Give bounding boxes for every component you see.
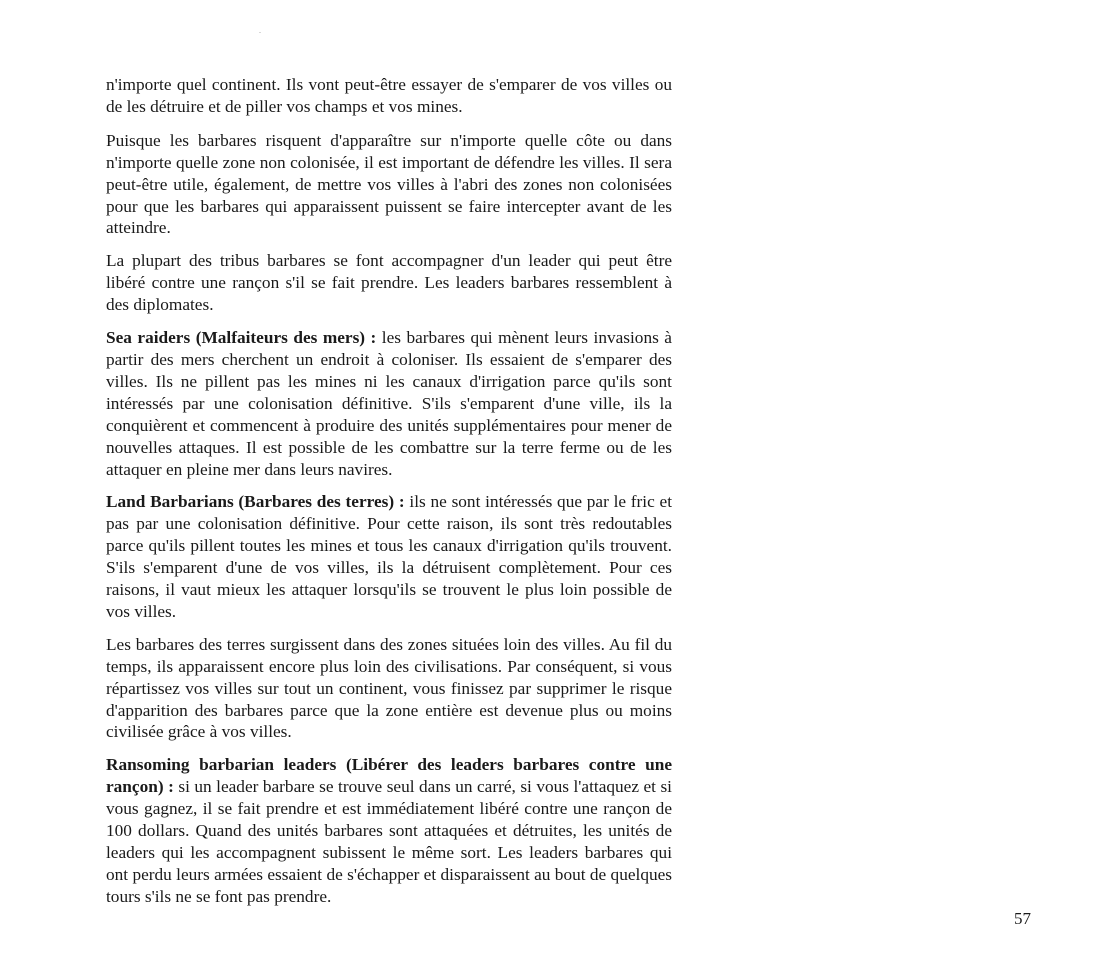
paragraph-continent <box>106 74 672 118</box>
paragraph-text: Les barbares des terres surgissent dans des zones situées loin des villes. Au fil du temps, ils apparaissent encore plus loin des civilisations. Par conséquent, si vous répartissez vos villes sur tout un continent, vous finissez par supprimer le risque d'apparition des barbares parce que la zone entière est devenue plus ou moins civilisée grâce à vos villes. <box>106 634 672 742</box>
paragraph-text: La plupart des tribus barbares se font accompagner d'un leader qui peut être libéré contre une rançon s'il se fait prendre. Les leaders barbares ressemblent à des diplomates. <box>106 251 672 315</box>
paragraph-text: n'importe quel continent. Ils vont peut-être essayer de s'emparer de vos villes ou de les détruire et de piller vos champs et vos mines. <box>106 75 672 116</box>
page-body <box>106 74 672 919</box>
page-number: 57 <box>1014 909 1031 928</box>
term-land-barbarians: Land Barbarians (Barbares des terres) : <box>106 492 405 512</box>
scan-speck <box>259 32 261 33</box>
paragraph-barbarian-leaders <box>106 250 672 316</box>
paragraph-land-barbarians <box>106 491 672 622</box>
paragraph-defend-cities <box>106 130 672 240</box>
paragraph-ransoming-leaders <box>106 754 672 907</box>
paragraph-text: les barbares qui mènent leurs invasions à partir des mers cherchent un endroit à coloniser. Ils essaient de s'emparer des villes. Ils ne pillent pas les mines ni les canaux d'irrigation parce qu'ils sont intéressés par une colonisation définitive. S'ils s'emparent d'une ville, ils la conquièrent et commencent à produire des unités supplémentaires pour mener de nouvelles attaques. Il est possible de les combattre sur la terre ferme ou de les attaquer en pleine mer dans leurs navires. <box>106 328 672 479</box>
term-sea-raiders: Sea raiders (Malfaiteurs des mers) : <box>106 328 377 348</box>
paragraph-sea-raiders <box>106 327 672 480</box>
paragraph-text: si un leader barbare se trouve seul dans un carré, si vous l'attaquez et si vous gagnez, il se fait prendre et est immédiatement libéré contre une rançon de 100 dollars. Quand des unités barbares sont attaquées et détruites, les unités de leaders qui les accompagnent subissent le même sort. Les leaders barbares qui ont perdu leurs armées essaient de s'échapper et disparaissent au bout de quelques tours s'ils ne se font pas prendre. <box>106 777 672 906</box>
paragraph-text: ils ne sont intéressés que par le fric et pas par une colonisation définitive. Pour cette raison, ils sont très redoutables parce qu'ils pillent toutes les mines et tous les canaux d'irrigation qu'ils trouvent. S'ils s'emparent d'une de vos villes, ils la détruisent complètement. Pour ces raisons, il vaut mieux les attaquer lorsqu'ils se trouvent le plus loin possible de vos villes. <box>106 492 673 621</box>
paragraph-land-barbarians-spawn <box>106 634 672 744</box>
paragraph-text: Puisque les barbares risquent d'apparaître sur n'importe quelle côte ou dans n'importe quelle zone non colonisée, il est important de défendre les villes. Il sera peut-être utile, également, de mettre vos villes à l'abri des zones non colonisées pour que les barbares qui apparaissent puissent se faire intercepter avant de les atteindre. <box>106 130 672 238</box>
term-ransoming-leaders: Ransoming barbarian leaders (Libérer des leaders barbares contre une rançon) : <box>106 755 672 797</box>
